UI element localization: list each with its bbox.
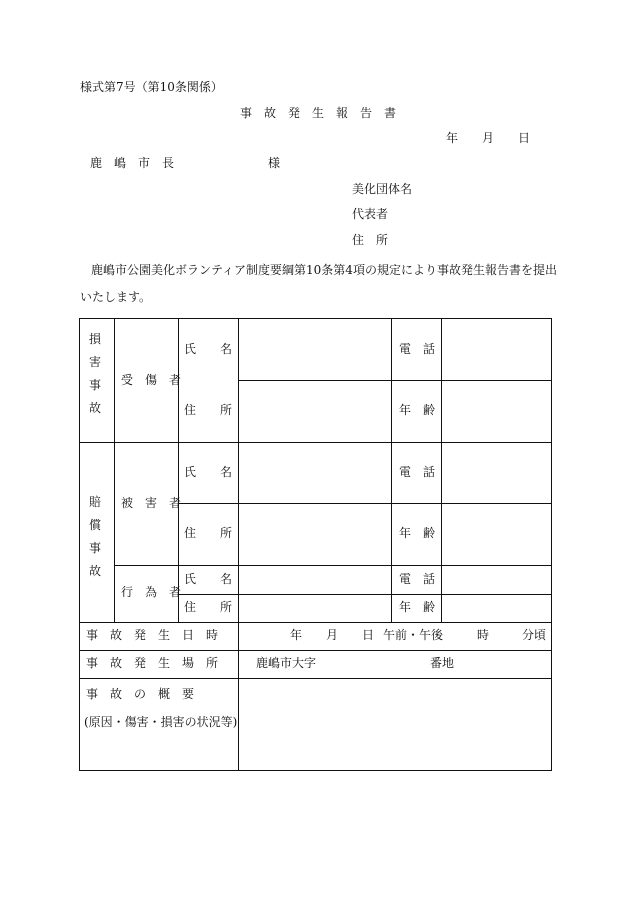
perpetrator-name-label: 氏 名 xyxy=(184,572,233,586)
form-number: 様式第7号（第10条関係） xyxy=(80,80,223,94)
date-line: 年 月 日 xyxy=(446,131,531,145)
place-label: 事 故 発 生 場 所 xyxy=(86,656,219,670)
injured-address-label: 住 所 xyxy=(184,403,233,417)
damage-accident-label: 損 害 事 故 xyxy=(88,332,101,415)
grid-line xyxy=(80,678,552,679)
grid-line xyxy=(80,650,552,651)
perpetrator-phone-label: 電 話 xyxy=(399,572,436,586)
representative-label: 代表者 xyxy=(352,207,389,221)
injured-person-label: 受 傷 者 xyxy=(121,373,182,387)
group-name-label: 美化団体名 xyxy=(352,182,413,196)
place-lot: 番地 xyxy=(430,656,455,670)
datetime-ampm: 午前・午後 xyxy=(383,628,444,642)
grid-line xyxy=(178,594,552,595)
grid-line xyxy=(80,622,552,623)
injured-name-label: 氏 名 xyxy=(184,342,233,356)
grid-line xyxy=(178,319,179,622)
grid-line xyxy=(80,442,552,443)
summary-field[interactable] xyxy=(240,680,550,768)
addressee: 鹿 嶋 市 長 xyxy=(90,156,175,170)
summary-note: (原因・傷害・損害の状況等) xyxy=(84,715,238,729)
victim-label: 被 害 者 xyxy=(121,496,182,510)
grid-line xyxy=(238,319,239,771)
place-city: 鹿嶋市大字 xyxy=(256,656,317,670)
datetime-date: 年 月 日 xyxy=(290,628,375,642)
perpetrator-address-label: 住 所 xyxy=(184,600,233,614)
grid-line xyxy=(391,319,392,622)
victim-phone-label: 電 話 xyxy=(399,465,436,479)
address-label: 住 所 xyxy=(352,233,389,247)
victim-name-label: 氏 名 xyxy=(184,465,233,479)
grid-line xyxy=(114,319,115,622)
grid-line xyxy=(441,319,442,622)
body-text-line2: いたします。 xyxy=(80,290,152,304)
datetime-minute: 分頃 xyxy=(522,628,547,642)
datetime-hour: 時 xyxy=(477,628,490,642)
body-text-line1: 鹿嶋市公園美化ボランティア制度要綱第10条第4項の規定により事故発生報告書を提出 xyxy=(91,263,557,277)
compensation-accident-label: 賠 償 事 故 xyxy=(88,495,101,578)
perpetrator-age-label: 年 齢 xyxy=(399,600,436,614)
injured-phone-label: 電 話 xyxy=(399,342,436,356)
document-title: 事 故 発 生 報 告 書 xyxy=(240,106,397,120)
perpetrator-label: 行 為 者 xyxy=(121,585,182,599)
datetime-label: 事 故 発 生 日 時 xyxy=(86,628,219,642)
summary-label: 事 故 の 概 要 xyxy=(86,687,195,701)
grid-line xyxy=(238,380,552,381)
grid-line xyxy=(114,565,552,566)
injured-age-label: 年 齢 xyxy=(399,403,436,417)
grid-line xyxy=(178,503,552,504)
honorific: 様 xyxy=(268,156,281,170)
victim-age-label: 年 齢 xyxy=(399,526,436,540)
victim-address-label: 住 所 xyxy=(184,526,233,540)
